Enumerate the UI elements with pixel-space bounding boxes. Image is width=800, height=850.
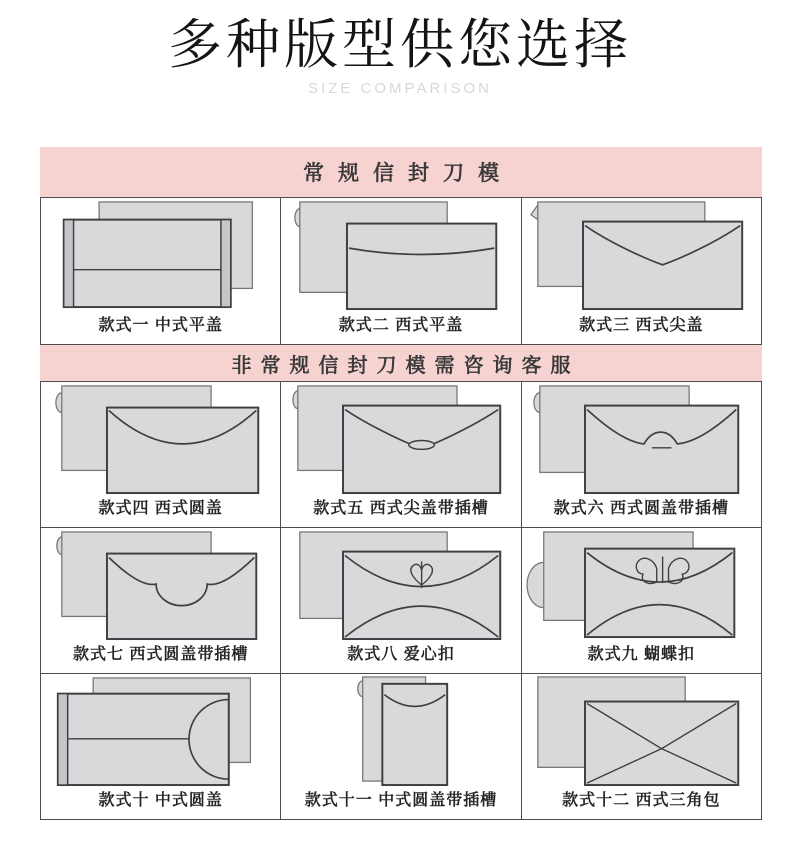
envelope-label: 款式四 西式圆盖	[98, 500, 223, 517]
envelope-cell-style-7	[41, 528, 281, 674]
envelope-illustration-chinese-round-flap	[41, 674, 280, 787]
section-header-regular: 常规信封刀模	[40, 147, 762, 197]
envelope-illustration-western-pointed-flap-slot	[281, 382, 520, 495]
nonregular-styles-grid	[40, 381, 762, 820]
envelope-illustration-chinese-flat-flap	[41, 198, 280, 312]
envelope-illustration-chinese-vertical-round-flap	[281, 674, 520, 787]
product-infographic	[0, 12, 800, 850]
page-title: 多种版型供您选择	[168, 15, 632, 75]
envelope-illustration-heart-clasp	[281, 528, 520, 641]
envelope-illustration-western-flat-flap	[281, 198, 520, 312]
envelope-illustration-western-round-flap-tuck	[41, 528, 280, 641]
envelope-cell-style-9	[522, 528, 762, 674]
section-header-nonregular: 非常规信封刀模需咨询客服	[40, 345, 762, 381]
envelope-cell-style-1	[41, 198, 281, 345]
envelope-illustration-western-round-flap-tab	[522, 382, 761, 495]
page-subtitle: SIZE COMPARISON	[308, 79, 492, 97]
envelope-label: 款式六 西式圆盖带插槽	[553, 500, 730, 517]
envelope-illustration-western-round-flap	[41, 382, 280, 495]
envelope-illustration-butterfly-clasp	[522, 528, 761, 641]
envelope-label: 款式八 爱心扣	[347, 646, 455, 663]
envelope-label: 款式二 西式平盖	[338, 317, 464, 334]
envelope-illustration-western-pointed-flap	[522, 198, 761, 312]
envelope-cell-style-5	[281, 382, 521, 528]
envelope-illustration-western-triangle-fold	[522, 674, 761, 787]
envelope-label: 款式十二 西式三角包	[562, 792, 721, 809]
envelope-cell-style-4	[41, 382, 281, 528]
envelope-cell-style-8	[281, 528, 521, 674]
envelope-label: 款式十 中式圆盖	[98, 792, 223, 809]
envelope-label: 款式一 中式平盖	[98, 317, 223, 334]
envelope-label: 款式五 西式尖盖带插槽	[313, 500, 489, 517]
envelope-label: 款式七 西式圆盖带插槽	[72, 646, 249, 663]
envelope-label: 款式九 蝴蝶扣	[587, 646, 696, 663]
envelope-cell-style-10	[41, 674, 281, 820]
envelope-cell-style-12	[522, 674, 762, 820]
envelope-style-table	[40, 147, 762, 820]
envelope-label: 款式十一 中式圆盖带插槽	[304, 792, 498, 809]
regular-styles-grid	[40, 197, 762, 345]
envelope-cell-style-11	[281, 674, 521, 820]
envelope-cell-style-2	[281, 198, 521, 345]
envelope-cell-style-3	[522, 198, 762, 345]
envelope-cell-style-6	[522, 382, 762, 528]
envelope-label: 款式三 西式尖盖	[579, 317, 704, 334]
